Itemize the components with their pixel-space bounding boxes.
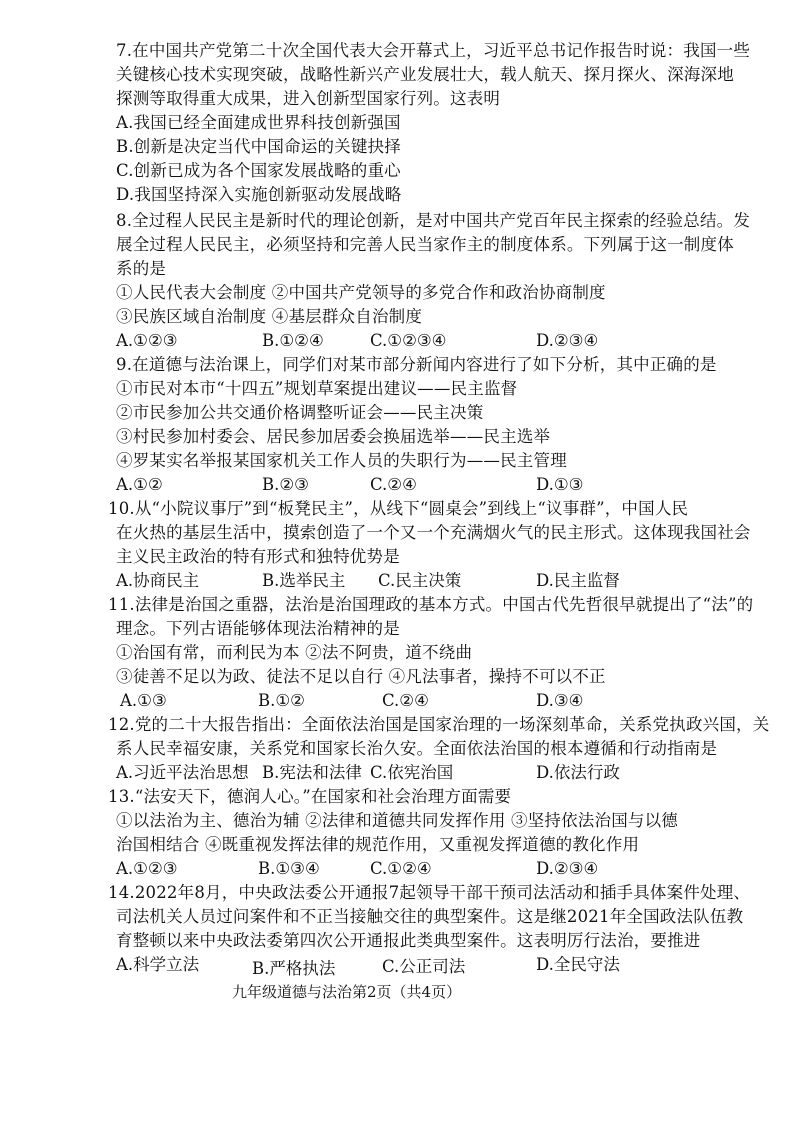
question-8-option-b: B.①②④ — [262, 331, 324, 350]
question-8-statements: ③民族区域自治制度 ④基层群众自治制度 — [116, 307, 423, 326]
question-9-statements: ①市民对本市“十四五”规划草案提出建议——民主监督 — [116, 379, 518, 398]
question-11-stem: 11.法律是治国之重器，法治是治国理政的基本方式。中国古代先哲很早就提出了“法”的 — [108, 595, 754, 614]
question-7-option-c: C.创新已成为各个国家发展战略的重心 — [116, 161, 401, 180]
question-7-option-b: B.创新是决定当代中国命运的关键抉择 — [116, 137, 401, 156]
question-8-option-c: C.①②③④ — [370, 331, 447, 350]
question-12-option-a: A.习近平法治思想 — [116, 763, 249, 782]
question-11-option-b: B.①② — [258, 691, 305, 710]
question-12-option-c: C.依宪治国 — [370, 763, 454, 782]
question-14-option-a: A.科学立法 — [116, 955, 200, 974]
question-9-stem: 9.在道德与法治课上，同学们对某市部分新闻内容进行了如下分析，其中正确的是 — [116, 355, 717, 374]
page-footer: 九年级道德与法治第2页（共4页） — [232, 983, 462, 1001]
question-9-statements: ④罗某实名举报某国家机关工作人员的失职行为——民主管理 — [116, 451, 567, 470]
question-10-option-b: B.选举民主 — [262, 571, 346, 590]
question-11-stem: 理念。下列古语能够体现法治精神的是 — [116, 619, 400, 638]
question-13-statements: ①以法治为主、德治为辅 ②法律和道德共同发挥作用 ③坚持依法治国与以德 — [116, 811, 678, 830]
question-11-statements: ③徒善不足以为政、徒法不足以自行 ④凡法事者，操持不可以不正 — [116, 667, 606, 686]
question-9-option-a: A.①② — [116, 475, 163, 494]
question-13-option-c: C.①②④ — [370, 859, 432, 878]
question-7-stem: 探测等取得重大成果，进入创新型国家行列。这表明 — [116, 89, 501, 108]
question-8-stem: 8.全过程人民民主是新时代的理论创新，是对中国共产党百年民主探索的经验总结。发 — [116, 211, 751, 230]
question-10-stem: 在火热的基层生活中，摸索创造了一个又一个充满烟火气的民主形式。这体现我国社会 — [116, 523, 751, 542]
question-12-stem: 12.党的二十大报告指出：全面依法治国是国家治理的一场深刻革命，关系党执政兴国，关 — [108, 715, 770, 734]
question-11-option-d: D.③④ — [536, 691, 584, 710]
question-10-option-c: C.民主决策 — [378, 571, 462, 590]
question-10-stem: 主义民主政治的特有形式和独特优势是 — [116, 547, 400, 566]
question-14-stem: 育整顿以来中央政法委第四次公开通报此类典型案件。这表明厉行法治，要推进 — [116, 931, 701, 950]
question-8-option-d: D.②③④ — [536, 331, 599, 350]
question-9-option-c: C.②④ — [370, 475, 417, 494]
question-10-option-d: D.民主监督 — [536, 571, 620, 590]
question-13-option-a: A.①②③ — [116, 859, 178, 878]
question-7-option-a: A.我国已经全面建成世界科技创新强国 — [116, 113, 401, 132]
question-14-option-d: D.全民守法 — [536, 955, 620, 974]
question-9-statements: ③村民参加村委会、居民参加居委会换届选举——民主选举 — [116, 427, 551, 446]
question-13-option-d: D.②③④ — [536, 859, 599, 878]
question-14-stem: 14.2022年8月，中央政法委公开通报7起领导干部干预司法活动和插手具体案件处理、 — [108, 883, 751, 902]
question-10-stem: 10.从“小院议事厅”到“板凳民主”，从线下“圆桌会”到线上“议事群”，中国人民 — [108, 499, 689, 518]
question-8-stem: 系的是 — [116, 259, 167, 278]
question-7-stem: 7.在中国共产党第二十次全国代表大会开幕式上，习近平总书记作报告时说：我国一些 — [116, 41, 751, 60]
question-9-option-b: B.②③ — [262, 475, 309, 494]
question-9-option-d: D.①③ — [536, 475, 584, 494]
question-8-option-a: A.①②③ — [116, 331, 178, 350]
question-12-option-b: B.宪法和法律 — [262, 763, 362, 782]
question-9-statements: ②市民参加公共交通价格调整听证会——民主决策 — [116, 403, 484, 422]
question-8-stem: 展全过程人民民主，必须坚持和完善人民当家作主的制度体系。下列属于这一制度体 — [116, 235, 734, 254]
question-13-statements: 治国相结合 ④既重视发挥法律的规范作用，又重视发挥道德的教化作用 — [116, 835, 640, 854]
question-14-option-b: B.严格执法 — [252, 959, 336, 978]
question-12-stem: 系人民幸福安康，关系党和国家长治久安。全面依法治国的根本遵循和行动指南是 — [116, 739, 718, 758]
question-11-statements: ①治国有常，而利民为本 ②法不阿贵，道不绕曲 — [116, 643, 473, 662]
question-14-stem: 司法机关人员过问案件和不正当接触交往的典型案件。这是继2021年全国政法队伍教 — [116, 907, 744, 926]
question-14-option-c: C.公正司法 — [382, 957, 466, 976]
question-10-option-a: A.协商民主 — [116, 571, 200, 590]
question-13-stem: 13.“法安天下，德润人心。”在国家和社会治理方面需要 — [108, 787, 512, 806]
question-12-option-d: D.依法行政 — [536, 763, 620, 782]
question-13-option-b: B.①③④ — [258, 859, 320, 878]
question-7-stem: 关键核心技术实现突破，战略性新兴产业发展壮大，载人航天、探月探火、深海深地 — [116, 65, 734, 84]
question-7-option-d: D.我国坚持深入实施创新驱动发展战略 — [116, 185, 402, 204]
question-11-option-c: C.②④ — [382, 691, 429, 710]
question-11-option-a: A.①③ — [120, 691, 167, 710]
question-8-statements: ①人民代表大会制度 ②中国共产党领导的多党合作和政治协商制度 — [116, 283, 606, 302]
